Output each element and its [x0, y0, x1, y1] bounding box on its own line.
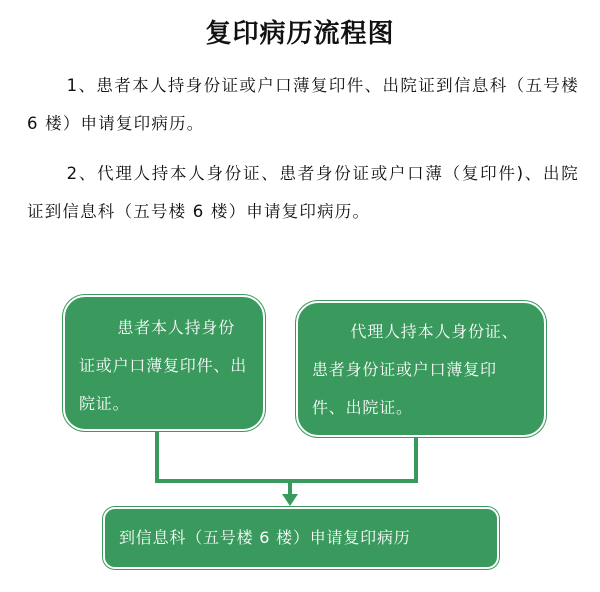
- flow-box-patient-self: 患者本人持身份证或户口薄复印件、出院证。: [63, 295, 265, 431]
- page-title: 复印病历流程图: [205, 19, 395, 49]
- flow-box-apply-copy: 到信息科（五号楼 6 楼）申请复印病历: [103, 507, 499, 569]
- flow-box-agent: 代理人持本人身份证、患者身份证或户口薄复印件、出院证。: [296, 301, 546, 437]
- instruction-paragraph-2: 2、代理人持本人身份证、患者身份证或户口薄（复印件)、出院证到信息科（五号楼 6 楼）申请复印病历。: [27, 164, 579, 221]
- connector-arrowhead: [282, 494, 298, 506]
- instruction-paragraph-1: 1、患者本人持身份证或户口薄复印件、出院证到信息科（五号楼 6 楼）申请复印病历。: [27, 76, 579, 133]
